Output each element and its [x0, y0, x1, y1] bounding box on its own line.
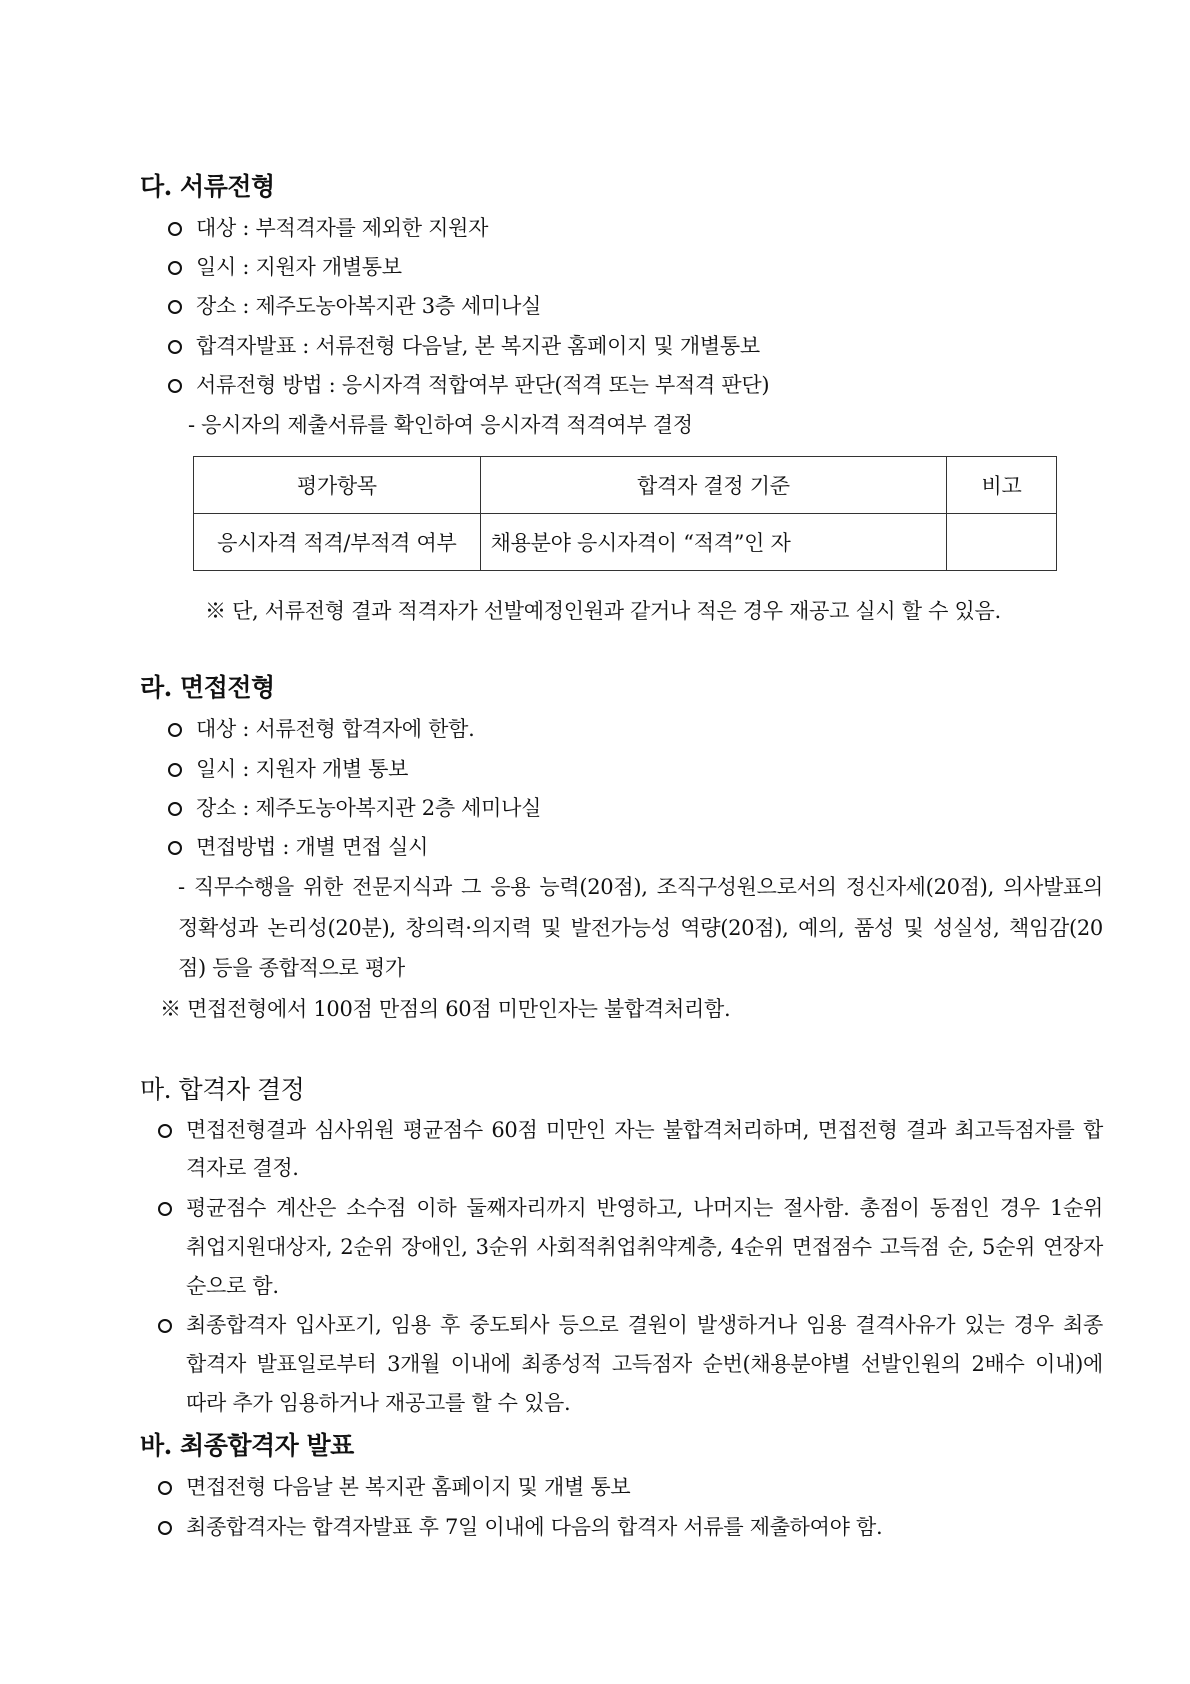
section-heading-da: 다. 서류전형	[140, 172, 275, 201]
list-item: 장소 : 제주도농아복지관 2층 세미나실	[168, 793, 541, 823]
list-item: 면접방법 : 개별 면접 실시	[168, 832, 428, 862]
table-header-cell: 합격자 결정 기준	[480, 457, 946, 514]
table-cell: 응시자격 적격/부적격 여부	[194, 514, 481, 571]
table-cell: 채용분야 응시자격이 “적격”인 자	[480, 514, 946, 571]
list-item: 면접전형결과 심사위원 평균점수 60점 미만인 자는 불합격처리하며, 면접전형 결과 최고득점자를 합	[158, 1115, 1103, 1145]
table-header-row	[194, 457, 1057, 514]
list-item: 최종합격자 입사포기, 임용 후 중도퇴사 등으로 결원이 발생하거나 임용 결격사유가 있는 경우 최종	[158, 1310, 1103, 1340]
list-item: 대상 : 부적격자를 제외한 지원자	[168, 213, 488, 243]
circle-bullet-icon	[168, 763, 182, 777]
list-item: 일시 : 지원자 개별통보	[168, 252, 402, 282]
list-item-continuation: 순으로 함.	[186, 1274, 279, 1298]
list-item: 면접전형 다음날 본 복지관 홈페이지 및 개별 통보	[158, 1472, 630, 1502]
sub-item: - 응시자의 제출서류를 확인하여 응시자격 적격여부 결정	[188, 413, 693, 437]
detail-line: 정확성과 논리성(20분), 창의력·의지력 및 발전가능성 역량(20점), 예의, 품성 및 성실성, 책임감(20	[178, 916, 1103, 940]
list-item-continuation: 합격자 발표일로부터 3개월 이내에 최종성적 고득점자 순번(채용분야별 선발인원의 2배수 이내)에	[186, 1352, 1103, 1376]
detail-line: - 직무수행을 위한 전문지식과 그 응용 능력(20점), 조직구성원으로서의 정신자세(20점), 의사발표의	[178, 875, 1103, 899]
circle-bullet-icon	[168, 802, 182, 816]
note: ※ 단, 서류전형 결과 적격자가 선발예정인원과 같거나 적은 경우 재공고 실시 할 수 있음.	[205, 599, 1001, 623]
list-item-continuation: 따라 추가 임용하거나 재공고를 할 수 있음.	[186, 1391, 571, 1415]
section-heading-ra: 라. 면접전형	[140, 673, 275, 702]
table-header-cell: 평가항목	[194, 457, 481, 514]
list-item: 평균점수 계산은 소수점 이하 둘째자리까지 반영하고, 나머지는 절사함. 총점이 동점인 경우 1순위	[158, 1193, 1103, 1223]
circle-bullet-icon	[168, 340, 182, 354]
section-heading-ma: 마. 합격자 결정	[140, 1075, 305, 1104]
list-item: 합격자발표 : 서류전형 다음날, 본 복지관 홈페이지 및 개별통보	[168, 331, 760, 361]
circle-bullet-icon	[158, 1481, 172, 1495]
list-item-continuation: 취업지원대상자, 2순위 장애인, 3순위 사회적취업취약계층, 4순위 면접점수 고득점 순, 5순위 연장자	[186, 1235, 1103, 1259]
circle-bullet-icon	[168, 300, 182, 314]
circle-bullet-icon	[158, 1124, 172, 1138]
table-cell	[947, 514, 1057, 571]
circle-bullet-icon	[168, 261, 182, 275]
circle-bullet-icon	[168, 723, 182, 737]
table-row	[194, 514, 1057, 571]
list-item: 장소 : 제주도농아복지관 3층 세미나실	[168, 291, 541, 321]
list-item: 대상 : 서류전형 합격자에 한함.	[168, 714, 474, 744]
note: ※ 면접전형에서 100점 만점의 60점 미만인자는 불합격처리함.	[160, 997, 731, 1021]
circle-bullet-icon	[168, 841, 182, 855]
table-header-cell: 비고	[947, 457, 1057, 514]
circle-bullet-icon	[168, 379, 182, 393]
circle-bullet-icon	[158, 1319, 172, 1333]
list-item: 서류전형 방법 : 응시자격 적합여부 판단(적격 또는 부적격 판단)	[168, 370, 769, 400]
evaluation-table	[193, 456, 1057, 571]
list-item: 일시 : 지원자 개별 통보	[168, 754, 408, 784]
circle-bullet-icon	[158, 1202, 172, 1216]
detail-line: 점) 등을 종합적으로 평가	[178, 956, 405, 980]
section-heading-ba: 바. 최종합격자 발표	[140, 1431, 354, 1460]
list-item-continuation: 격자로 결정.	[186, 1156, 299, 1180]
circle-bullet-icon	[158, 1521, 172, 1535]
list-item: 최종합격자는 합격자발표 후 7일 이내에 다음의 합격자 서류를 제출하여야 함.	[158, 1512, 882, 1542]
circle-bullet-icon	[168, 222, 182, 236]
